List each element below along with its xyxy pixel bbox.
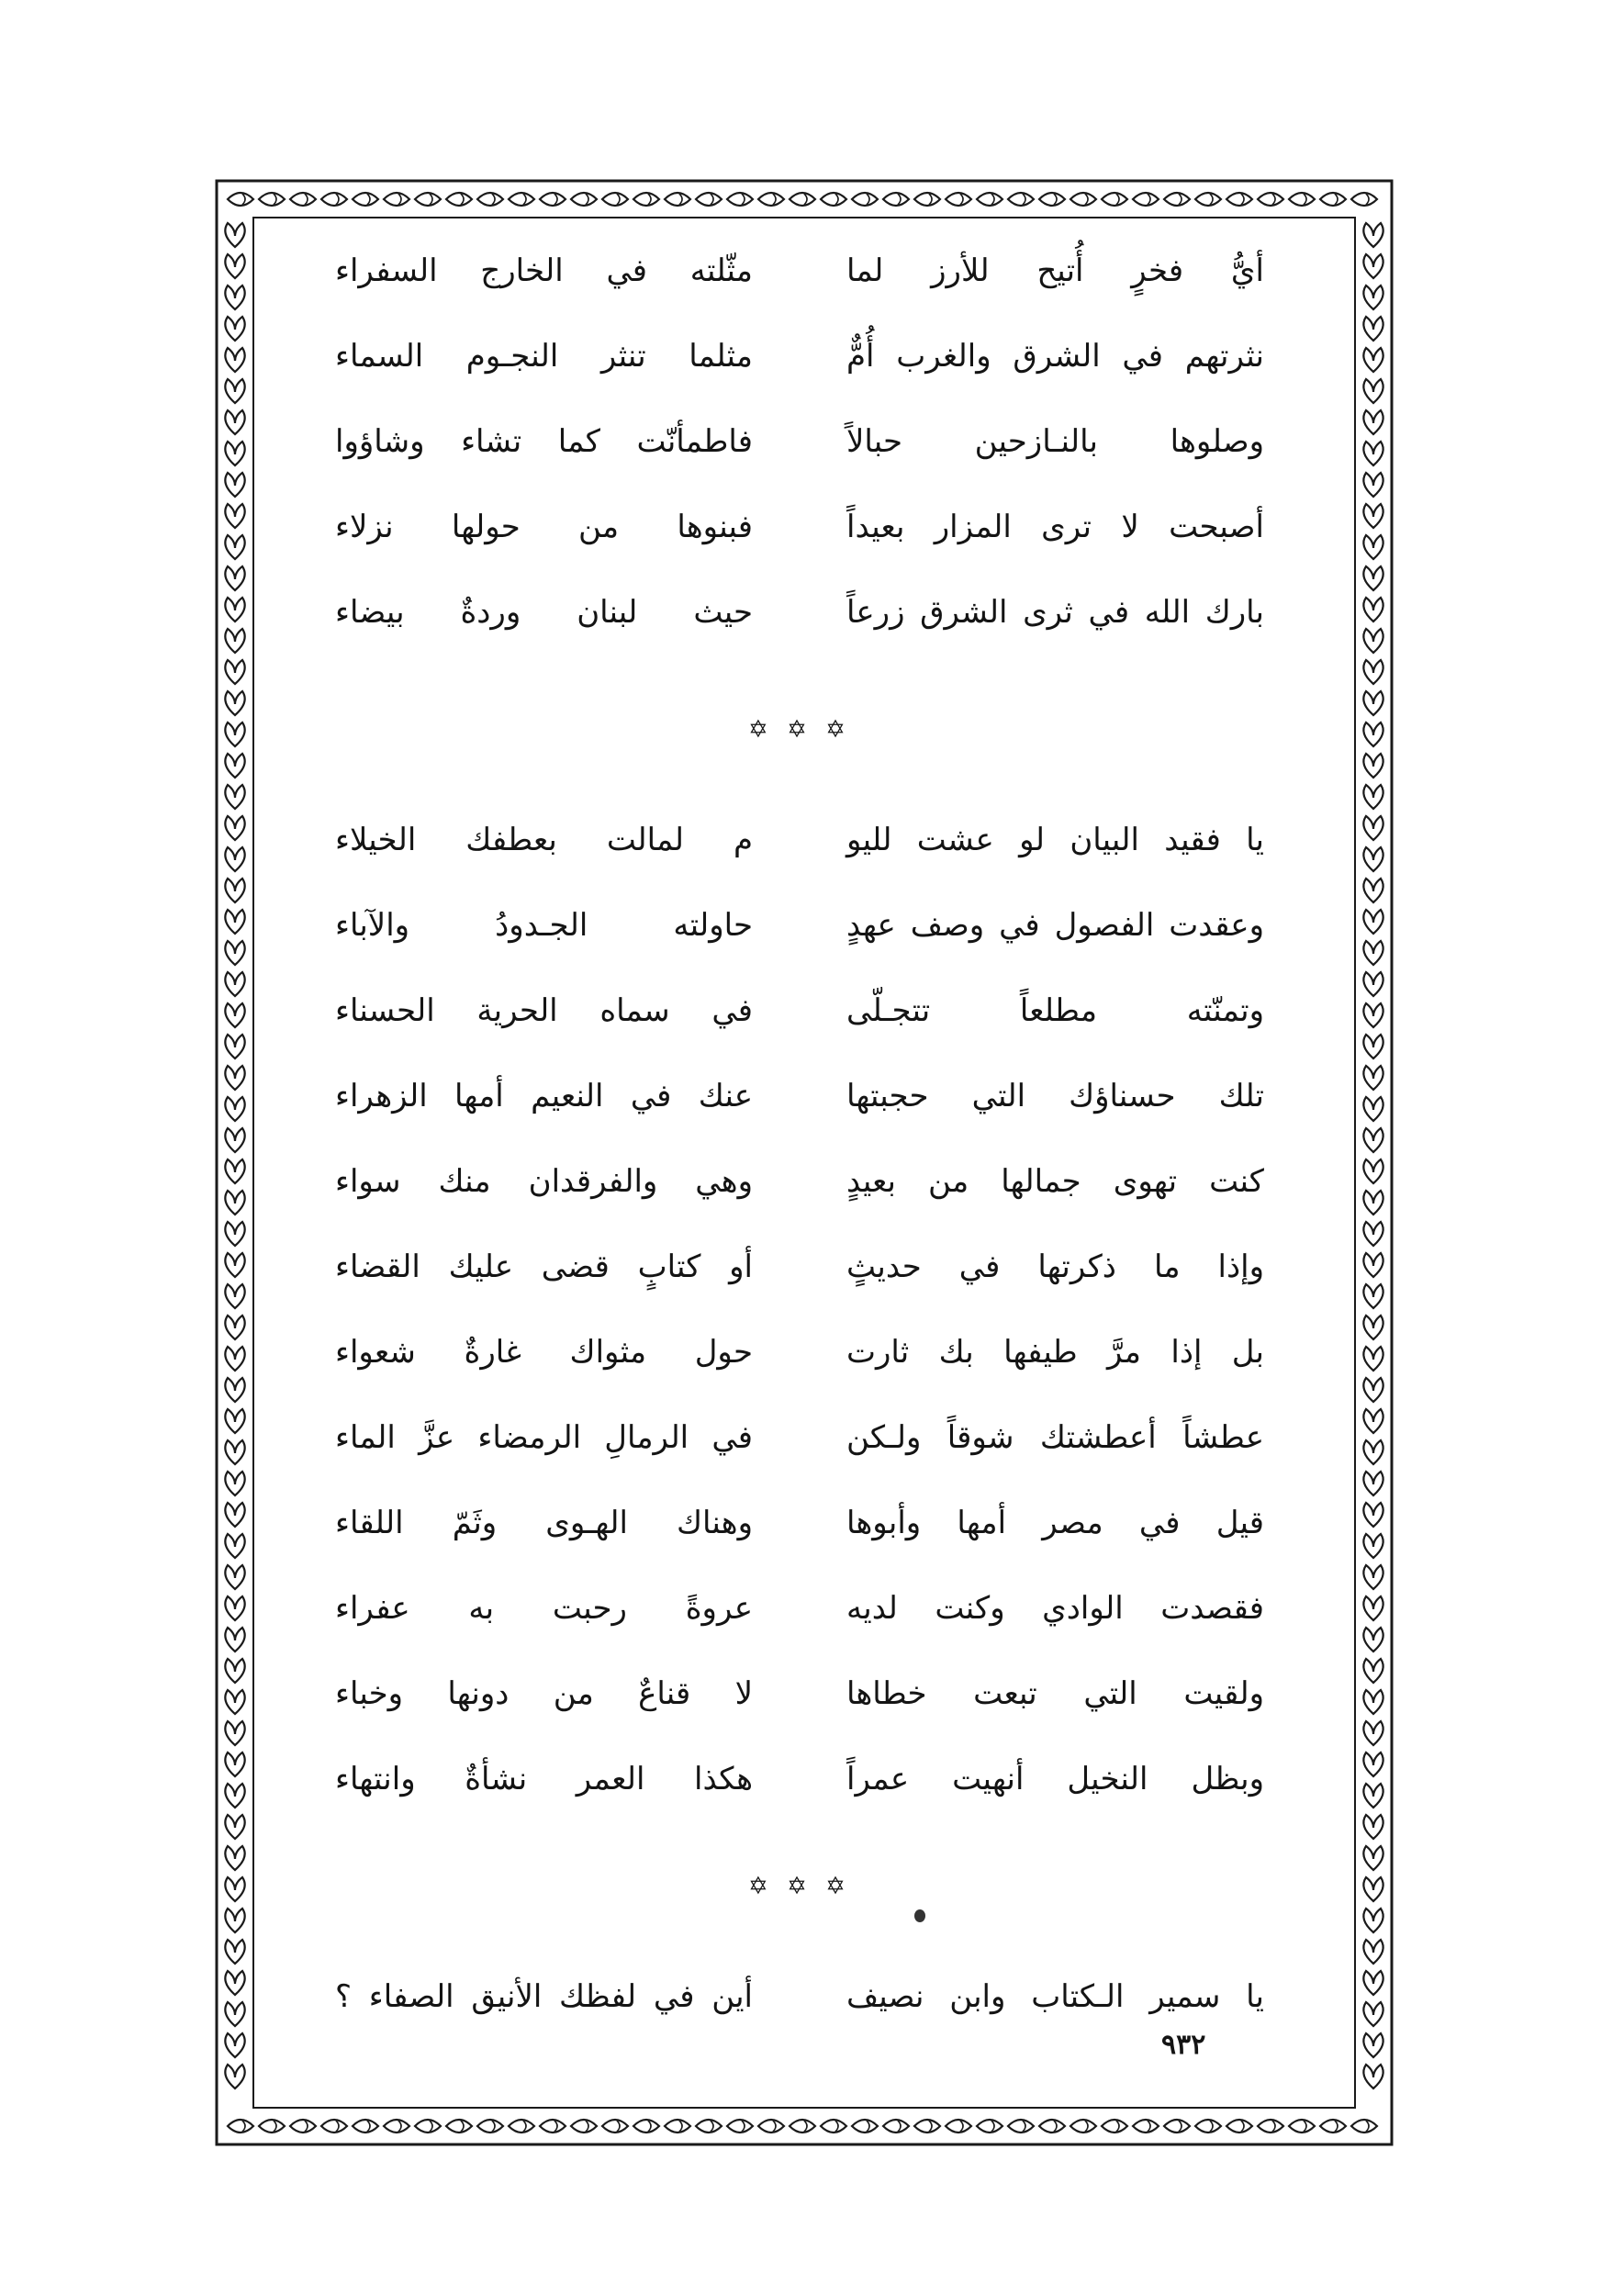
hemistich-second: حاولته الجـدودُ والآباء	[335, 907, 753, 944]
couplet	[335, 1069, 1264, 1124]
couplet	[335, 1239, 1264, 1294]
couplet	[335, 1495, 1264, 1551]
couplet	[335, 1581, 1264, 1636]
hemistich-first: فقصدت الوادي وكنت لديه	[846, 1590, 1264, 1627]
hemistich-first: وصلوها بالنـازحين حبالاً	[846, 423, 1264, 460]
couplet	[335, 983, 1264, 1038]
couplet	[335, 1752, 1264, 1807]
hemistich-first: تلك حسناؤك التي حجبتها	[846, 1078, 1264, 1114]
section-divider-2: ✡ ✡ ✡	[748, 1873, 851, 1900]
page-number: ٩٣٢	[1161, 2029, 1206, 2061]
hemistich-first: قيل في مصر أمها وأبوها	[846, 1505, 1264, 1541]
hemistich-second: وهي والفرقدان منك سواء	[335, 1163, 753, 1200]
hemistich-second: حول مثواك غارةٌ شعواء	[335, 1334, 753, 1371]
hemistich-second: أين في لفظك الأنيق الصفاء ؟	[335, 1978, 753, 2015]
couplet	[335, 898, 1264, 953]
hemistich-second: حيث لبنان وردةٌ بيضاء	[335, 594, 753, 631]
couplet	[335, 329, 1264, 384]
poem-body	[335, 243, 1264, 2098]
hemistich-first: ولقيت التي تبعت خطاها	[846, 1675, 1264, 1712]
hemistich-second: م لمالت بعطفك الخيلاء	[335, 822, 753, 858]
hemistich-first: كنت تهوى جمالها من بعيدٍ	[846, 1163, 1264, 1200]
hemistich-second: مثلما تنثر النجـوم السماء	[335, 338, 753, 375]
hemistich-second: عروةً رحبت به عفراء	[335, 1590, 753, 1627]
couplet	[335, 1666, 1264, 1721]
couplet	[335, 1325, 1264, 1380]
hemistich-second: عنك في النعيم أمها الزهراء	[335, 1078, 753, 1114]
couplet	[335, 1154, 1264, 1209]
hemistich-first: يا فقيد البيان لو عشت لليو	[846, 822, 1264, 858]
hemistich-second: هكذا العمر نشأةٌ وانتهاء	[335, 1761, 753, 1797]
hemistich-first: نثرتهم في الشرق والغرب أُمٌّ	[846, 338, 1264, 375]
hemistich-second: في سماه الحرية الحسناء	[335, 992, 753, 1029]
section-divider-1: ✡ ✡ ✡	[748, 716, 851, 744]
hemistich-first: أصبحت لا ترى المزار بعيداً	[846, 509, 1264, 545]
hemistich-first: أيُّ فخرٍ أُتيح للأرز لما	[846, 252, 1264, 289]
couplet	[335, 1410, 1264, 1465]
hemistich-second: مثّلته في الخارج السفراء	[335, 252, 753, 289]
hemistich-first: يا سمير الـكتاب وابن نصيف	[846, 1978, 1264, 2015]
hemistich-second: فاطمأنّت كما تشاء وشاؤوا	[335, 423, 753, 460]
hemistich-first: وتمنّته مطلعاً تتجـلّى	[846, 992, 1264, 1029]
hemistich-second: أو كتابٍ قضى عليك القضاء	[335, 1248, 753, 1285]
couplet	[335, 243, 1264, 298]
couplet	[335, 812, 1264, 868]
hemistich-second: فبنوها من حولها نزلاء	[335, 509, 753, 545]
hemistich-first: بل إذا مرَّ طيفها بك ثارت	[846, 1334, 1264, 1371]
hemistich-second: في الرمالِ الرمضاء عزَّ الماء	[335, 1419, 753, 1456]
couplet	[335, 414, 1264, 469]
hemistich-second: وهناك الهـوى وثَمّ اللقاء	[335, 1505, 753, 1541]
hemistich-second: لا قناعٌ من دونها وخباء	[335, 1675, 753, 1712]
hemistich-first: بارك الله في ثرى الشرق زرعاً	[846, 594, 1264, 631]
ink-spot	[914, 1909, 925, 1922]
hemistich-first: وعقدت الفصول في وصف عهدٍ	[846, 907, 1264, 944]
couplet	[335, 1969, 1264, 2024]
couplet	[335, 499, 1264, 554]
couplet	[335, 585, 1264, 640]
hemistich-first: وبظل النخيل أنهيت عمراً	[846, 1761, 1264, 1797]
hemistich-first: عطشاً أعطشتك شوقاً ولـكن	[846, 1419, 1264, 1456]
hemistich-first: وإذا ما ذكرتها في حديثٍ	[846, 1248, 1264, 1285]
